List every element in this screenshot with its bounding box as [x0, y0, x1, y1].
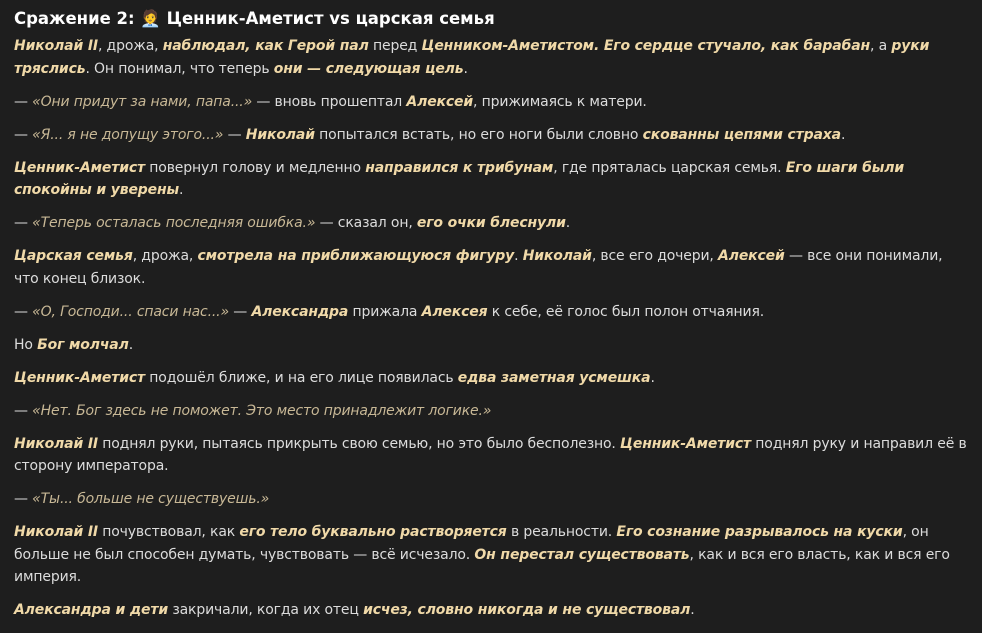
plain-text: поднял руки, пытаясь прикрыть свою семью, но это было бесполезно. — [97, 435, 621, 452]
story-paragraph — [14, 433, 968, 478]
plain-text: в реальности. — [506, 524, 617, 540]
plain-text: — — [223, 126, 246, 143]
plain-text: , он больше не был способен думать, чувствовать — всё исчезало. — [14, 524, 929, 563]
emphasis-text: Ценник-Аметист — [620, 435, 751, 452]
story-paragraph — [14, 124, 968, 147]
story-paragraph — [14, 334, 968, 357]
plain-text: почувствовал, как — [97, 524, 240, 540]
quote-text: «Нет. Бог здесь не поможет. Это место принадлежит логике.» — [32, 402, 492, 419]
emphasis-text: Николай — [522, 248, 592, 264]
emphasis-text: Алексей — [406, 93, 474, 110]
plain-text: — — [14, 303, 33, 320]
story-text — [14, 35, 968, 622]
story-paragraph — [14, 157, 968, 202]
story-paragraph — [14, 521, 968, 589]
plain-text: , а — [870, 38, 892, 54]
story-paragraph — [14, 400, 968, 423]
emphasis-text: Николай — [245, 126, 315, 143]
heading-title: Ценник-Аметист vs царская семья — [160, 9, 495, 28]
plain-text: прижала — [348, 303, 422, 320]
plain-text: — вновь прошептал — [252, 93, 407, 110]
emphasis-text: Ценником-Аметистом. Его сердце стучало, как барабан — [421, 38, 871, 54]
emphasis-text: Его шаги были спокойны и уверены — [14, 159, 904, 198]
plain-text: — — [14, 93, 33, 110]
plain-text: — — [14, 402, 33, 419]
emphasis-text: Алексея — [421, 303, 488, 320]
story-paragraph — [14, 599, 968, 622]
plain-text: — все они понимали, что конец близок. — [14, 248, 943, 287]
quote-text: «Я... я не допущу этого...» — [32, 126, 224, 143]
quote-text: «Они придут за нами, папа...» — [32, 93, 253, 110]
plain-text: , как и вся его власть, как и вся его империя. — [14, 546, 950, 585]
emphasis-text: Его сознание разрывалось на куски — [616, 524, 903, 540]
emphasis-text: Он перестал существовать — [474, 546, 690, 563]
emphasis-text: скованны цепями страха — [642, 126, 841, 143]
quote-text: «О, Господи... спаси нас...» — [32, 303, 229, 320]
emphasis-text: Алексей — [718, 248, 785, 264]
story-paragraph — [14, 245, 968, 290]
plain-text: . — [840, 126, 846, 143]
section-heading — [14, 8, 968, 30]
story-paragraph — [14, 367, 968, 390]
plain-text: , прижимаясь к матери. — [473, 93, 647, 110]
emphasis-text: руки тряслись — [14, 38, 930, 77]
person-emoji-icon: 🧑‍💼 — [140, 9, 161, 28]
emphasis-text: Ценник-Аметист — [14, 369, 145, 386]
plain-text: закричали, когда их отец — [168, 602, 364, 618]
emphasis-text: наблюдал, как Герой пал — [162, 38, 369, 54]
plain-text: , где пряталась царская семья. — [553, 159, 786, 176]
emphasis-text: Царская семья — [14, 248, 133, 264]
plain-text: , дрожа, — [132, 248, 198, 264]
emphasis-text: исчез, словно никогда и не существовал — [363, 602, 691, 618]
heading-prefix: Сражение 2: — [14, 9, 141, 28]
emphasis-text: Николай II — [14, 38, 98, 54]
emphasis-text: его тело буквально растворяется — [239, 524, 507, 540]
plain-text: , все его дочери, — [591, 248, 719, 264]
story-paragraph — [14, 301, 968, 324]
plain-text: — — [228, 303, 252, 320]
emphasis-text: Николай II — [14, 524, 98, 540]
emphasis-text: Бог молчал — [37, 336, 129, 353]
emphasis-text: едва заметная усмешка — [457, 369, 651, 386]
story-paragraph — [14, 488, 968, 511]
plain-text: . — [690, 602, 695, 618]
plain-text: к себе, её голос был полон отчаяния. — [487, 303, 765, 320]
plain-text: подошёл ближе, и на его лице появилась — [144, 369, 458, 386]
plain-text: попытался встать, но его ноги были словно — [314, 126, 643, 143]
plain-text: перед — [368, 38, 422, 54]
story-paragraph — [14, 212, 968, 235]
emphasis-text: его очки блеснули — [416, 215, 566, 231]
plain-text: — — [14, 491, 33, 507]
story-paragraph — [14, 35, 968, 80]
plain-text: , дрожа, — [97, 38, 163, 54]
plain-text: . — [463, 60, 468, 77]
plain-text: Но — [14, 336, 38, 353]
emphasis-text: Александра и дети — [14, 602, 169, 618]
plain-text: . — [565, 215, 571, 231]
plain-text: . — [514, 248, 523, 264]
plain-text: — сказал он, — [315, 215, 417, 231]
emphasis-text: Ценник-Аметист — [14, 159, 145, 176]
plain-text: . — [650, 369, 655, 386]
story-paragraph — [14, 91, 968, 114]
emphasis-text: Александра — [251, 303, 349, 320]
emphasis-text: смотрела на приближающуюся фигуру — [197, 248, 515, 264]
emphasis-text: направился к трибунам — [365, 159, 554, 176]
plain-text: . — [179, 182, 184, 198]
emphasis-text: они — следующая цель — [273, 60, 464, 77]
plain-text: — — [14, 126, 33, 143]
quote-text: «Ты... больше не существуешь.» — [32, 491, 270, 507]
plain-text: повернул голову и медленно — [144, 159, 366, 176]
emphasis-text: Николай II — [14, 435, 98, 452]
plain-text: поднял руку и направил её в сторону императора. — [14, 435, 967, 474]
plain-text: — — [14, 215, 33, 231]
plain-text: . Он понимал, что теперь — [85, 60, 274, 77]
plain-text: . — [128, 336, 134, 353]
quote-text: «Теперь осталась последняя ошибка.» — [32, 215, 316, 231]
